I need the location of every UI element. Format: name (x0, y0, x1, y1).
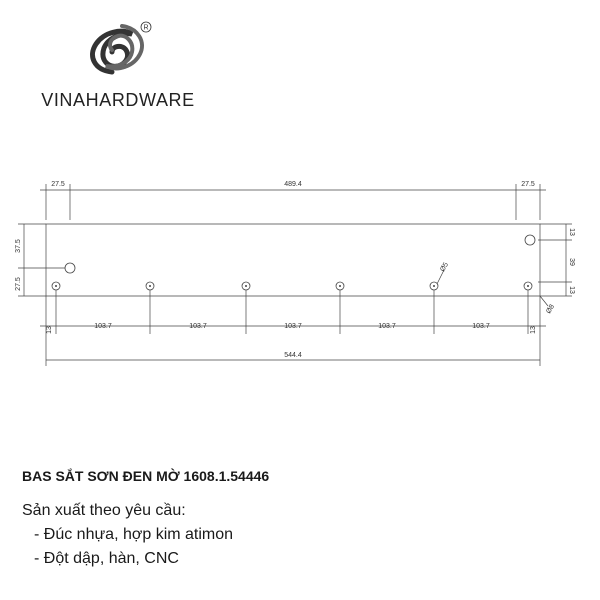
product-title: BAS SẮT SƠN ĐEN MỜ 1608.1.54446 (22, 468, 270, 484)
brand-name: VINAHARDWARE (41, 90, 195, 110)
dim-spacing: 103.7 (94, 323, 112, 330)
dim-corner: Ø8 (545, 303, 557, 316)
dim-left-upper: 37.5 (15, 239, 22, 253)
brand-logo-mark (82, 20, 152, 80)
dim-spacing: 103.7 (189, 323, 207, 330)
dim-hole-offset-left: 13 (46, 326, 53, 334)
hole (525, 235, 535, 245)
brand-logo (18, 14, 218, 110)
dim-spacing: 103.7 (284, 323, 302, 330)
dim-left-lower: 27.5 (15, 277, 22, 291)
dim-top-span: 489.4 (284, 181, 302, 188)
technical-drawing (0, 170, 600, 380)
dim-hole-diameter: Ø5 (439, 261, 451, 274)
dim-top-left: 27.5 (51, 181, 65, 188)
product-intro: Sản xuất theo yêu cầu: (22, 502, 186, 519)
product-bullet: - Đột dập, hàn, CNC (34, 550, 179, 567)
product-bullet: - Đúc nhựa, hợp kim atimon (34, 526, 234, 543)
dim-overall-length: 544.4 (284, 352, 302, 359)
plate-outline (46, 224, 540, 296)
dim-top-right: 27.5 (521, 181, 535, 188)
hole (65, 263, 75, 273)
dim-right-mid: 39 (568, 258, 575, 266)
dim-spacing: 103.7 (378, 323, 396, 330)
dim-hole-offset-right: 13 (530, 326, 537, 334)
dim-spacing: 103.7 (472, 323, 490, 330)
registered-mark: R (143, 24, 149, 32)
dim-right-bottom: 13 (568, 286, 575, 294)
product-info (22, 468, 582, 574)
dim-right-top: 13 (568, 228, 575, 236)
